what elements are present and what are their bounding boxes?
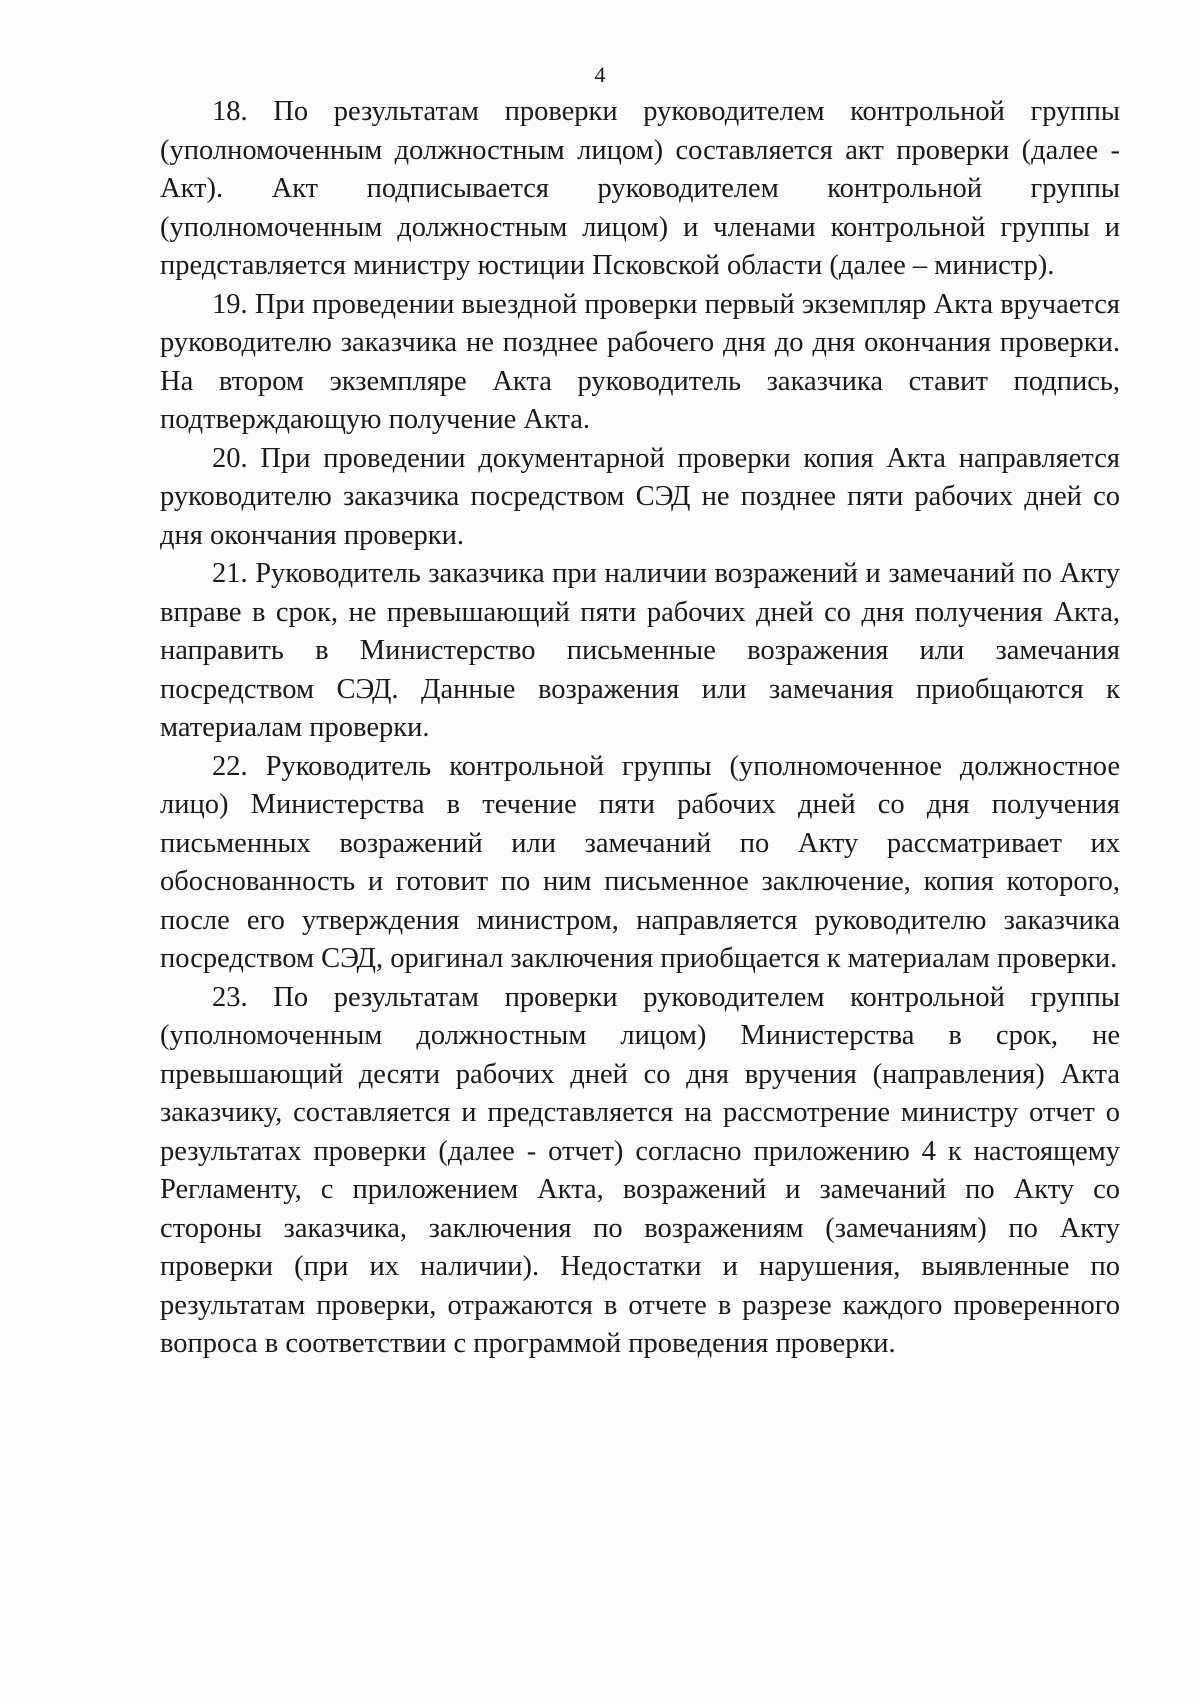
paragraph-22: 22. Руководитель контрольной группы (уполномоченное должностное лицо) Министерства в течение пяти рабочих дней со дня получения письменных возражений или замечаний по Акту рассматривает их обоснованность и готовит по ним письменное заключение, копия которого, после его утверждения министром, направляется руководителю заказчика посредством СЭД, оригинал заключения приобщается к материалам проверки. xyxy=(160,750,1120,974)
paragraph-18: 18. По результатам проверки руководителем контрольной группы (уполномоченным должностным лицом) составляется акт проверки (далее - Акт). Акт подписывается руководителем контрольной группы (уполномоченным должностным лицом) и членами контрольной группы и представляется министру юстиции Псковской области (далее – министр). xyxy=(160,96,1120,281)
document-body xyxy=(160,93,1120,1364)
paragraph-23: 23. По результатам проверки руководителем контрольной группы (уполномоченным должностным лицом) Министерства в срок, не превышающий десяти рабочих дней со дня вручения (направления) Акта заказчику, составляется и представляется на рассмотрение министру отчет о результатах проверки (далее - отчет) согласно приложению 4 к настоящему Регламенту, с приложением Акта, возражений и замечаний по Акту со стороны заказчика, заключения по возражениям (замечаниям) по Акту проверки (при их наличии). Недостатки и нарушения, выявленные по результатам проверки, отражаются в отчете в разрезе каждого проверенного вопроса в соответствии с программой проведения проверки. xyxy=(160,981,1120,1359)
paragraph-20: 20. При проведении документарной проверки копия Акта направляется руководителю заказчика посредством СЭД не позднее пяти рабочих дней со дня окончания проверки. xyxy=(160,442,1120,551)
paragraph-19: 19. При проведении выездной проверки первый экземпляр Акта вручается руководителю заказчика не позднее рабочего дня до дня окончания проверки. На втором экземпляре Акта руководитель заказчика ставит подпись, подтверждающую получение Акта. xyxy=(160,288,1120,435)
paragraph-21: 21. Руководитель заказчика при наличии возражений и замечаний по Акту вправе в срок, не превышающий пяти рабочих дней со дня получения Акта, направить в Министерство письменные возражения или замечания посредством СЭД. Данные возражения или замечания приобщаются к материалам проверки. xyxy=(160,558,1120,743)
page-number: 4 xyxy=(594,62,606,87)
